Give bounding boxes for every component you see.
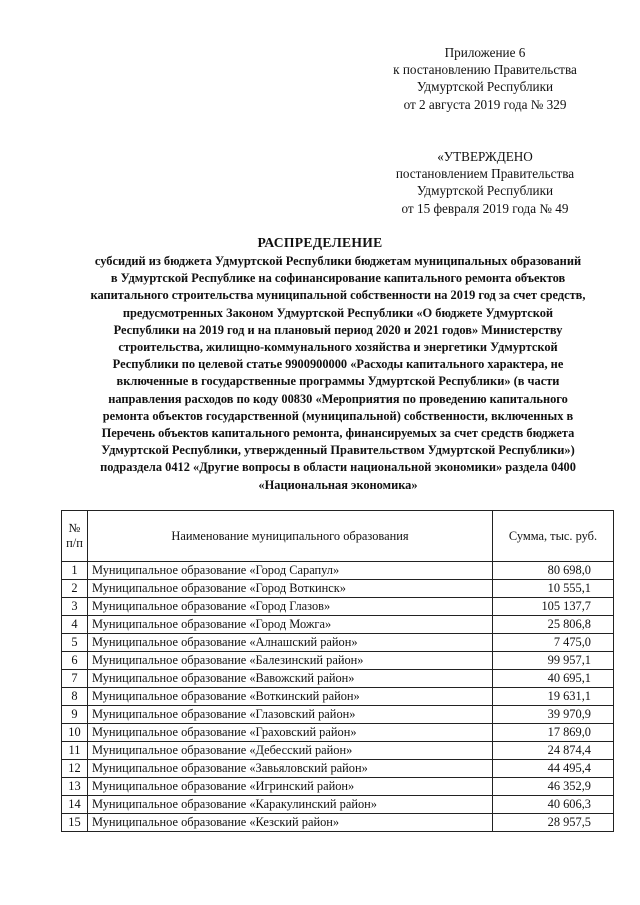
subtitle-line: «Национальная экономика» — [258, 477, 418, 492]
header-number-line2: п/п — [66, 536, 83, 550]
row-sum: 28 957,5 — [493, 814, 614, 832]
header-sum: Сумма, тыс. руб. — [493, 511, 614, 562]
table-row — [62, 760, 614, 778]
table-row — [62, 706, 614, 724]
row-sum: 39 970,9 — [493, 706, 614, 724]
row-name: Муниципальное образование «Воткинский район» — [88, 688, 493, 706]
subtitle-line: капитального строительства муниципальной собственности на 2019 год за счет средств, — [90, 288, 586, 303]
row-sum: 40 606,3 — [493, 796, 614, 814]
row-name: Муниципальное образование «Кезский район» — [88, 814, 493, 832]
row-sum: 105 137,7 — [493, 598, 614, 616]
row-name: Муниципальное образование «Дебесский район» — [88, 742, 493, 760]
document-title: РАСПРЕДЕЛЕНИЕ — [257, 235, 383, 250]
distribution-table — [61, 510, 614, 832]
row-number: 4 — [62, 616, 88, 634]
table-row — [62, 580, 614, 598]
subtitle-line: подраздела 0412 «Другие вопросы в области национальной экономики» раздела 0400 — [100, 460, 576, 475]
table-row — [62, 562, 614, 580]
document-subtitle — [58, 253, 618, 494]
appendix-line: от 2 августа 2019 года № 329 — [403, 96, 567, 112]
row-number: 10 — [62, 724, 88, 742]
approval-block — [360, 148, 610, 217]
approval-line: постановлением Правительства — [395, 166, 575, 182]
row-number: 2 — [62, 580, 88, 598]
subtitle-line: направления расходов по коду 00830 «Мероприятия по проведению капитального — [108, 391, 568, 406]
table-row — [62, 688, 614, 706]
table-row — [62, 598, 614, 616]
row-number: 11 — [62, 742, 88, 760]
subtitle-line: Удмуртской Республики, утвержденный Правительством Удмуртской Республики») — [101, 443, 575, 458]
row-sum: 10 555,1 — [493, 580, 614, 598]
row-sum: 40 695,1 — [493, 670, 614, 688]
row-name: Муниципальное образование «Вавожский район» — [88, 670, 493, 688]
row-number: 14 — [62, 796, 88, 814]
table-row — [62, 724, 614, 742]
table-header-row — [62, 511, 614, 562]
table-row — [62, 742, 614, 760]
table-row — [62, 814, 614, 832]
appendix-line: к постановлению Правительства — [393, 62, 577, 78]
row-sum: 44 495,4 — [493, 760, 614, 778]
approval-line: Удмуртской Республики — [416, 183, 554, 199]
row-name: Муниципальное образование «Игринский район» — [88, 778, 493, 796]
row-name: Муниципальное образование «Алнашский район» — [88, 634, 493, 652]
row-sum: 25 806,8 — [493, 616, 614, 634]
header-number-line1: № — [68, 521, 81, 535]
subtitle-line: ремонта объектов государственной (муниципальной) собственности, включенных в — [102, 408, 574, 423]
subtitle-line: субсидий из бюджета Удмуртской Республики бюджетам муниципальных образований — [94, 254, 582, 268]
subtitle-line: предусмотренных Законом Удмуртской Республики «О бюджете Удмуртской — [122, 305, 554, 320]
row-name: Муниципальное образование «Город Глазов» — [88, 598, 493, 616]
subtitle-line: в Удмуртской Республике на софинансирование капитального ремонта объектов — [110, 271, 566, 286]
row-name: Муниципальное образование «Глазовский район» — [88, 706, 493, 724]
appendix-line: Удмуртской Республики — [416, 79, 554, 95]
row-sum: 24 874,4 — [493, 742, 614, 760]
row-name: Муниципальное образование «Каракулинский район» — [88, 796, 493, 814]
table-row — [62, 670, 614, 688]
row-number: 5 — [62, 634, 88, 652]
appendix-line: Приложение 6 — [444, 45, 526, 60]
table-row — [62, 634, 614, 652]
table-row — [62, 652, 614, 670]
row-name: Муниципальное образование «Граховский район» — [88, 724, 493, 742]
appendix-block — [360, 44, 610, 113]
row-sum: 17 869,0 — [493, 724, 614, 742]
row-name: Муниципальное образование «Город Можга» — [88, 616, 493, 634]
table-row — [62, 796, 614, 814]
row-name: Муниципальное образование «Завьяловский район» — [88, 760, 493, 778]
row-number: 6 — [62, 652, 88, 670]
subtitle-line: Республики по целевой статье 9900900000 «Расходы капитального характера, не — [112, 357, 564, 372]
row-number: 15 — [62, 814, 88, 832]
row-number: 7 — [62, 670, 88, 688]
row-number: 3 — [62, 598, 88, 616]
row-name: Муниципальное образование «Балезинский район» — [88, 652, 493, 670]
row-name: Муниципальное образование «Город Сарапул» — [88, 562, 493, 580]
row-sum: 46 352,9 — [493, 778, 614, 796]
row-sum: 19 631,1 — [493, 688, 614, 706]
header-number — [62, 511, 88, 562]
table-body — [62, 562, 614, 832]
subtitle-line: Республики на 2019 год и на плановый период 2020 и 2021 годов» Министерству — [113, 322, 563, 337]
approval-line: от 15 февраля 2019 года № 49 — [401, 200, 569, 216]
row-number: 1 — [62, 562, 88, 580]
row-sum: 80 698,0 — [493, 562, 614, 580]
row-number: 13 — [62, 778, 88, 796]
row-sum: 99 957,1 — [493, 652, 614, 670]
subtitle-line: строительства, жилищно-коммунального хозяйства и энергетики Удмуртской — [118, 340, 558, 355]
approval-line: «УТВЕРЖДЕНО — [437, 149, 533, 164]
table-row — [62, 616, 614, 634]
row-number: 12 — [62, 760, 88, 778]
row-name: Муниципальное образование «Город Воткинск» — [88, 580, 493, 598]
row-number: 8 — [62, 688, 88, 706]
header-name: Наименование муниципального образования — [88, 511, 493, 562]
subtitle-line: включенные в государственные программы Удмуртской Республики» (в части — [116, 374, 560, 389]
subtitle-line: Перечень объектов капитального ремонта, финансируемых за счет средств бюджета — [101, 426, 575, 441]
row-number: 9 — [62, 706, 88, 724]
table-row — [62, 778, 614, 796]
row-sum: 7 475,0 — [493, 634, 614, 652]
